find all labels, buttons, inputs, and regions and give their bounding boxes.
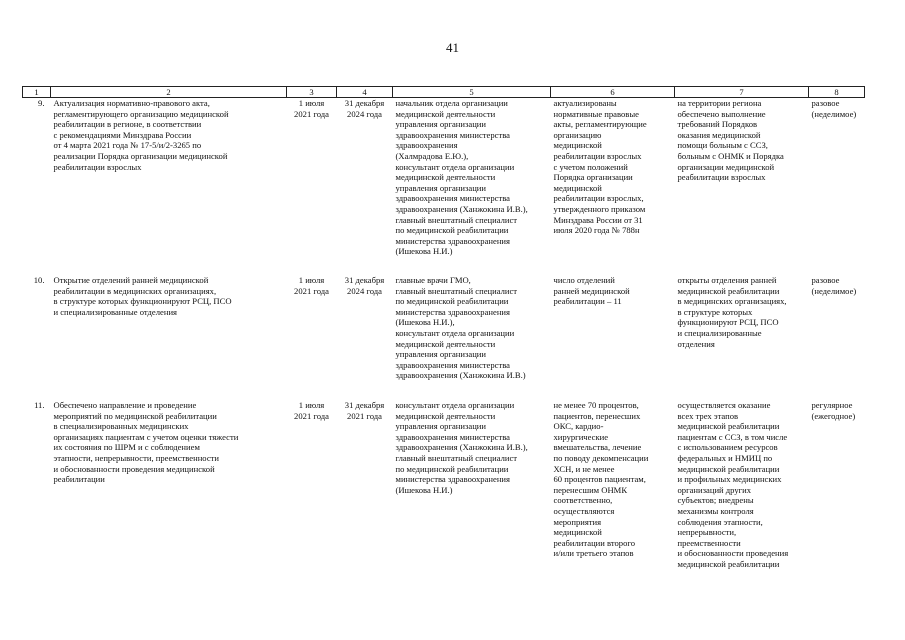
result-cell: осуществляется оказание всех трех этапов медицинской реабилитации пациентам с ССЗ, в том числе с использованием ресурсов федеральных и НМИЦ по медицинской реабилитации и профильных медицинских организаций других субъектов; внедрены механизмы контроля соблюдения этапности, непрерывности, преемственности и обоснованности проведения медицинской реабилитации: [677, 400, 789, 569]
event-cell: Открытие отделений ранней медицинской реабилитации в медицинских организациях, в структуре которых функционируют РСЦ, ПСО и специализированные отделения: [53, 275, 232, 317]
end-date-cell: 31 декабря 2024 года: [344, 275, 385, 296]
table-header-row: [23, 87, 865, 98]
header-col-event: 2: [51, 87, 287, 98]
type-cell: регулярное (ежегодное): [811, 400, 856, 421]
header-col-type: 8: [809, 87, 865, 98]
header-col-number: 1: [23, 87, 51, 98]
type-cell: разовое (неделимое): [811, 98, 857, 119]
event-cell: Обеспечено направление и проведение мероприятий по медицинской реабилитации в специализированных медицинских организациях пациентам с учетом оценки тяжести их состояния по ШРМ и с соблюдением этапности, непрерывности, преемственности и обоснованности проведения медицинской реабилитации: [53, 400, 239, 485]
table-row: [23, 98, 865, 275]
table-row: [23, 399, 865, 570]
type-cell: разовое (неделимое): [811, 275, 857, 296]
event-cell: Актуализация нормативно-правового акта, регламентирующего организацию медицинской реабилитации в регионе, в соответствии с рекомендациями Минздрава России от 4 марта 2021 года № 17-5/и/2-3265 по реализации Порядка организации медицинской реабилитации взрослых: [53, 98, 229, 172]
header-col-responsible: 5: [393, 87, 551, 98]
row-number: 10.: [33, 275, 45, 285]
result-cell: на территории региона обеспечено выполнение требований Порядков оказания медицинской помощи больным с ССЗ, больным с ОНМК и Порядка организации медицинской реабилитации взрослых: [677, 98, 784, 183]
responsible-cell: консультант отдела организации медицинской деятельности управления организации здравоохранения министерства здравоохранения (Ханжокина И.В.), главный внештатный специалист по медицинской реабилитации министерства здравоохранения (Ишекова Н.И.): [395, 400, 528, 495]
start-date-cell: 1 июля 2021 года: [294, 275, 329, 296]
responsible-cell: начальник отдела организации медицинской деятельности управления организации здравоохранения министерства здравоохранения (Халмрадова Е.Ю.), консультант отдела организации медицинской деятельности управления организации здравоохранения министерства здравоохранения (Ханжокина И.В.), главный внештатный специалист по медицинской реабилитации министерства здравоохранения (Ишекова Н.И.): [395, 98, 528, 257]
start-date-cell: 1 июля 2021 года: [294, 98, 329, 119]
indicator-cell: не менее 70 процентов, пациентов, перенесших ОКС, кардио- хирургические вмешательства, лечение по поводу декомпенсации ХСН, и не менее 60 процентов пациентам, перенесшим ОНМК соответственно, осуществляются мероприятия медицинской реабилитации второго и/или третьего этапов: [553, 400, 649, 559]
header-col-indicator: 6: [551, 87, 675, 98]
indicator-cell: актуализированы нормативные правовые акты, регламентирующие организацию медицинской реабилитации взрослых с учетом положений Порядка организации медицинской реабилитации взрослых, утвержденного приказом Минздрава России от 31 июля 2020 года № 788н: [553, 98, 647, 236]
result-cell: открыты отделения ранней медицинской реабилитации в медицинских организациях, в структуре которых функционируют РСЦ, ПСО и специализированные отделения: [677, 275, 787, 349]
start-date-cell: 1 июля 2021 года: [294, 400, 329, 421]
responsible-cell: главные врачи ГМО, главный внештатный специалист по медицинской реабилитации министерства здравоохранения (Ишекова Н.И.), консультант отдела организации медицинской деятельности управления организации здравоохранения министерства здравоохранения (Ханжокина И.В.): [395, 275, 526, 381]
indicator-cell: число отделений ранней медицинской реабилитации – 11: [553, 275, 630, 307]
end-date-cell: 31 декабря 2024 года: [344, 98, 385, 119]
header-col-end: 4: [337, 87, 393, 98]
header-col-result: 7: [675, 87, 809, 98]
end-date-cell: 31 декабря 2021 года: [344, 400, 385, 421]
page-number: 41: [446, 40, 459, 55]
row-number: 9.: [38, 98, 45, 108]
plan-table: [22, 86, 865, 570]
row-number: 11.: [34, 400, 45, 410]
header-col-start: 3: [287, 87, 337, 98]
table-row: [23, 274, 865, 399]
